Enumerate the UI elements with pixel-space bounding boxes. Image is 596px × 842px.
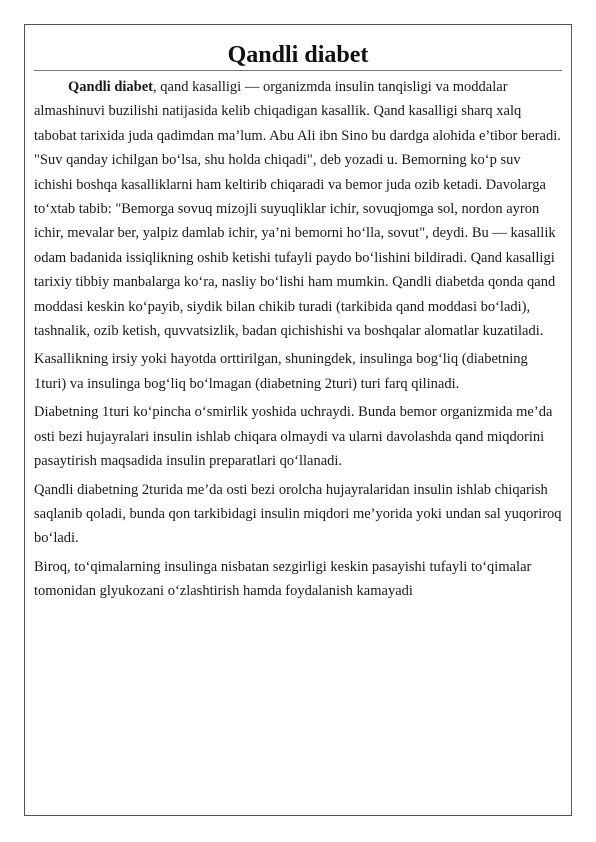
intro-term: Qandli diabet bbox=[68, 79, 154, 95]
title-underline bbox=[34, 70, 562, 71]
document-body bbox=[34, 40, 562, 604]
paragraph-type-1: Diabetning 1turi ko‘pincha o‘smirlik yoshida uchraydi. Bunda bemor organizmida me’da osti bezi hujayralari insulin ishlab chiqara olmaydi va ularni davolashda qand miqdorini pasaytirish maqsadida insulin preparatlari qo‘llanadi. bbox=[34, 404, 553, 470]
paragraph-type-2: Qandli diabetning 2turida me’da osti bezi orolcha hujayralaridan insulin ishlab chiqarish saqlanib qoladi, bunda qon tarkibidagi insulin miqdori me’yorida yoki undan sal yuqoriroq bo‘ladi. bbox=[34, 481, 562, 547]
intro-paragraph bbox=[34, 75, 562, 343]
paragraph-types: Kasallikning irsiy yoki hayotda orttirilgan, shuningdek, insulinga bog‘liq (diabetning 1turi) va insulinga bog‘liq bo‘lmagan (diabetning 2turi) turi farq qilinadi. bbox=[34, 351, 528, 392]
intro-text: , qand kasalligi — organizmda insulin tanqisligi va moddalar almashinuvi buzilishi natijasida kelib chiqadigan kasallik. Qand kasalligi sharq xalq tabobat tarixida juda qadimdan ma’lum. Abu Ali ibn Sino bu dardga alohida e’tibor beradi. "Suv qanday ichilgan bo‘lsa, shu holda chiqadi", deb yozadi u. Bemorning ko‘p suv ichishi boshqa kasalliklarni ham keltirib chiqaradi va bemor juda ozib ketadi. Davolarga to‘xtab tabib: "Bemorga sovuq mizojli suyuqliklar ichir, sovuqjomga sol, nordon ayron ichir, mevalar ber, yalpiz damlab ichir, ya’ni bemorni ho‘lla, sovut", deydi. Bu — kasallik odam badanida issiqlikning oshib ketishi tufayli paydo bo‘lishini bildiradi. Qand kasalligi tarixiy tibbiy manbalarga ko‘ra, nasliy bo‘lishi ham mumkin. Qandli diabetda qonda qand moddasi keskin ko‘payib, siydik bilan chikib turadi (tarkibida qand moddasi bo‘ladi), tashnalik, ozib ketish, quvvatsizlik, badan qichishishi va boshqalar alomatlar kuzatiladi. bbox=[34, 79, 561, 340]
paragraph-tissue-sensitivity: Biroq, to‘qimalarning insulinga nisbatan sezgirligi keskin pasayishi tufayli to‘qimalar tomonidan glyukozani o‘zlashtirish hamda foydalanish kamayadi bbox=[34, 558, 532, 600]
document-title: Qandli diabet bbox=[227, 42, 369, 68]
